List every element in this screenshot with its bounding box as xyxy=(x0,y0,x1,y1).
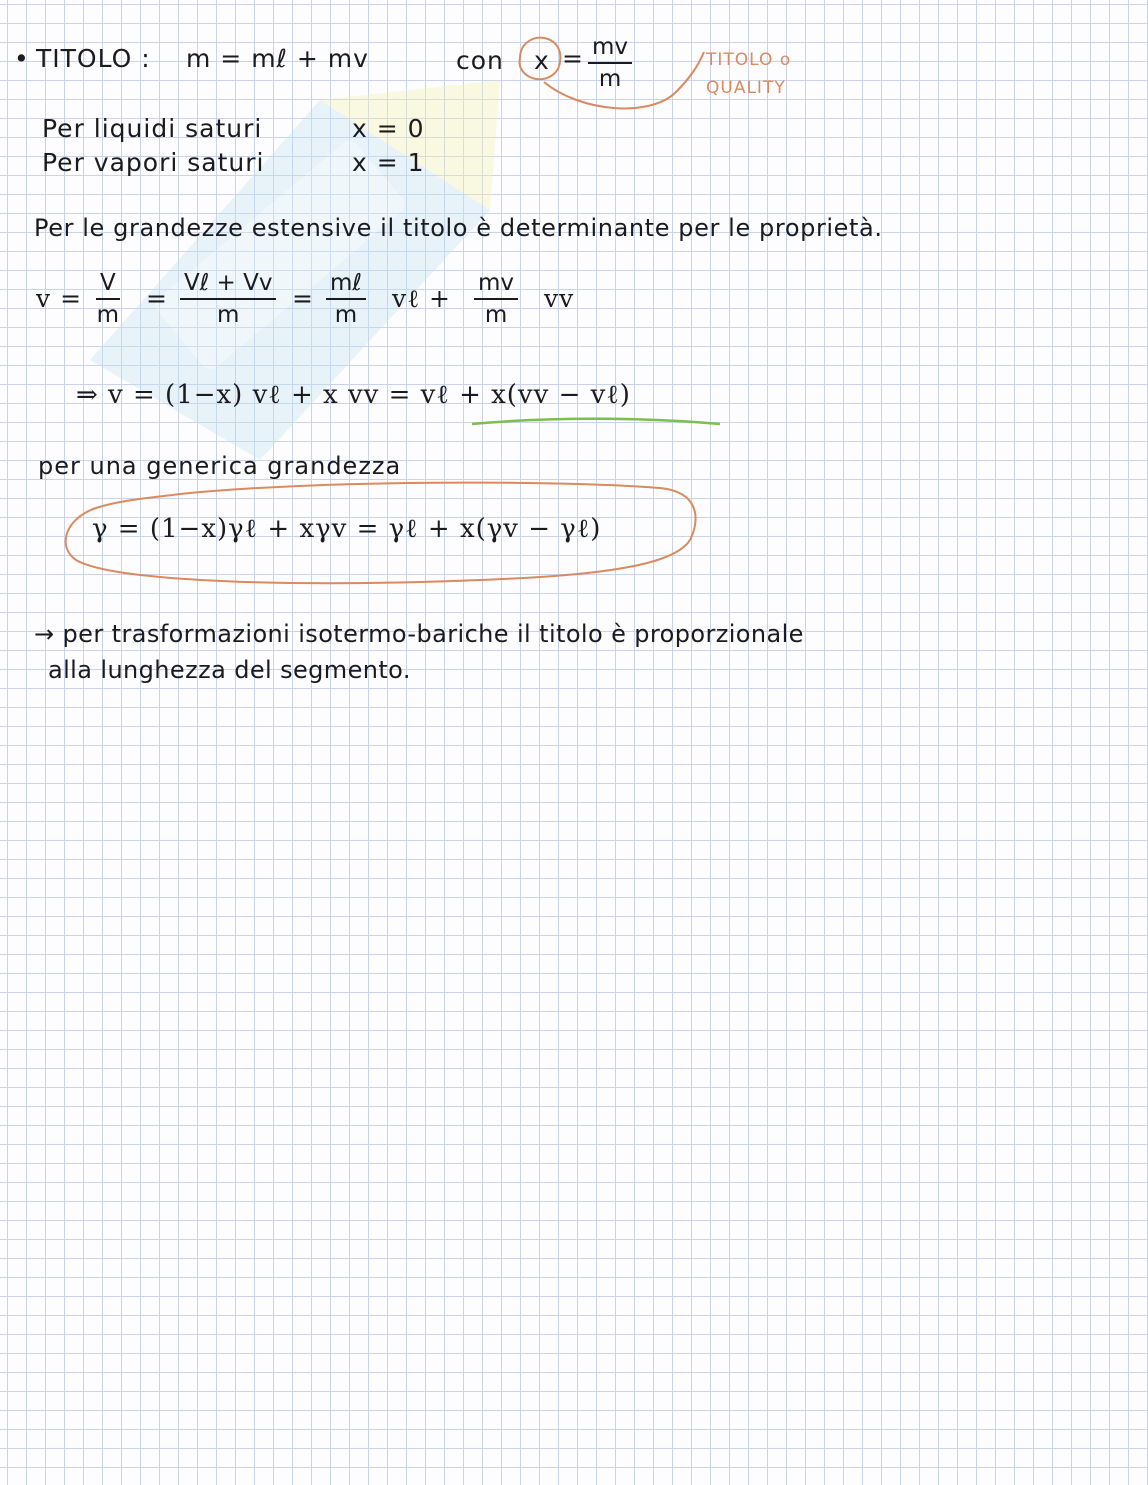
extensive-sentence: Per le grandezze estensive il titolo è determinante per le proprietà. xyxy=(34,214,883,242)
fraction-ml-numerator: mℓ xyxy=(326,270,366,300)
fraction-sum-numerator: Vℓ + Vv xyxy=(180,270,276,300)
term-vl: vℓ + xyxy=(392,284,451,313)
fraction-sum-volumes xyxy=(180,270,276,328)
liquid-saturated-value: x = 0 xyxy=(352,114,425,143)
fraction-ml-over-m xyxy=(326,270,366,328)
result-green-underline xyxy=(472,419,720,424)
bullet: • xyxy=(14,44,30,73)
equals-1: = xyxy=(146,284,168,313)
generic-caption: per una generica grandezza xyxy=(38,452,402,480)
fraction-mv-denominator: m xyxy=(484,302,508,328)
fraction-v-over-m xyxy=(96,270,120,328)
quality-note-line2: QUALITY xyxy=(706,78,786,98)
titolo-label: TITOLO : xyxy=(36,44,151,73)
mass-equation: m = mℓ + mv xyxy=(186,44,369,73)
x-fraction-denominator: m xyxy=(598,66,622,92)
vapor-saturated-text: Per vapori saturi xyxy=(42,148,265,177)
fraction-ml-denominator: m xyxy=(334,302,358,328)
conclusion-line2: alla lunghezza del segmento. xyxy=(48,656,411,684)
fraction-v-denominator: m xyxy=(96,302,120,328)
conclusion-line1: → per trasformazioni isotermo-bariche il titolo è proporzionale xyxy=(34,620,804,648)
specific-volume-result: ⇒ v = (1−x) vℓ + x vv = vℓ + x(vv − vℓ) xyxy=(76,380,631,410)
fraction-sum-denominator: m xyxy=(217,302,240,328)
quality-note xyxy=(706,46,791,102)
generic-formula: γ = (1−x)γℓ + xγv = γℓ + x(γv − γℓ) xyxy=(92,514,602,544)
x-fraction-numerator: mv xyxy=(588,34,632,64)
x-symbol: x xyxy=(534,46,550,75)
x-equals: = xyxy=(562,44,584,73)
term-vv: vv xyxy=(544,284,575,313)
x-fraction xyxy=(588,34,632,92)
fraction-mv-numerator: mv xyxy=(474,270,518,300)
liquid-saturated-text: Per liquidi saturi xyxy=(42,114,263,143)
fraction-mv-over-m xyxy=(474,270,518,328)
con-word: con xyxy=(456,46,504,75)
equals-2: = xyxy=(292,284,314,313)
fraction-v-numerator: V xyxy=(96,270,120,300)
quality-note-line1: TITOLO o xyxy=(706,50,792,70)
specific-volume-lhs: v = xyxy=(36,284,83,313)
vapor-saturated-value: x = 1 xyxy=(352,148,425,177)
